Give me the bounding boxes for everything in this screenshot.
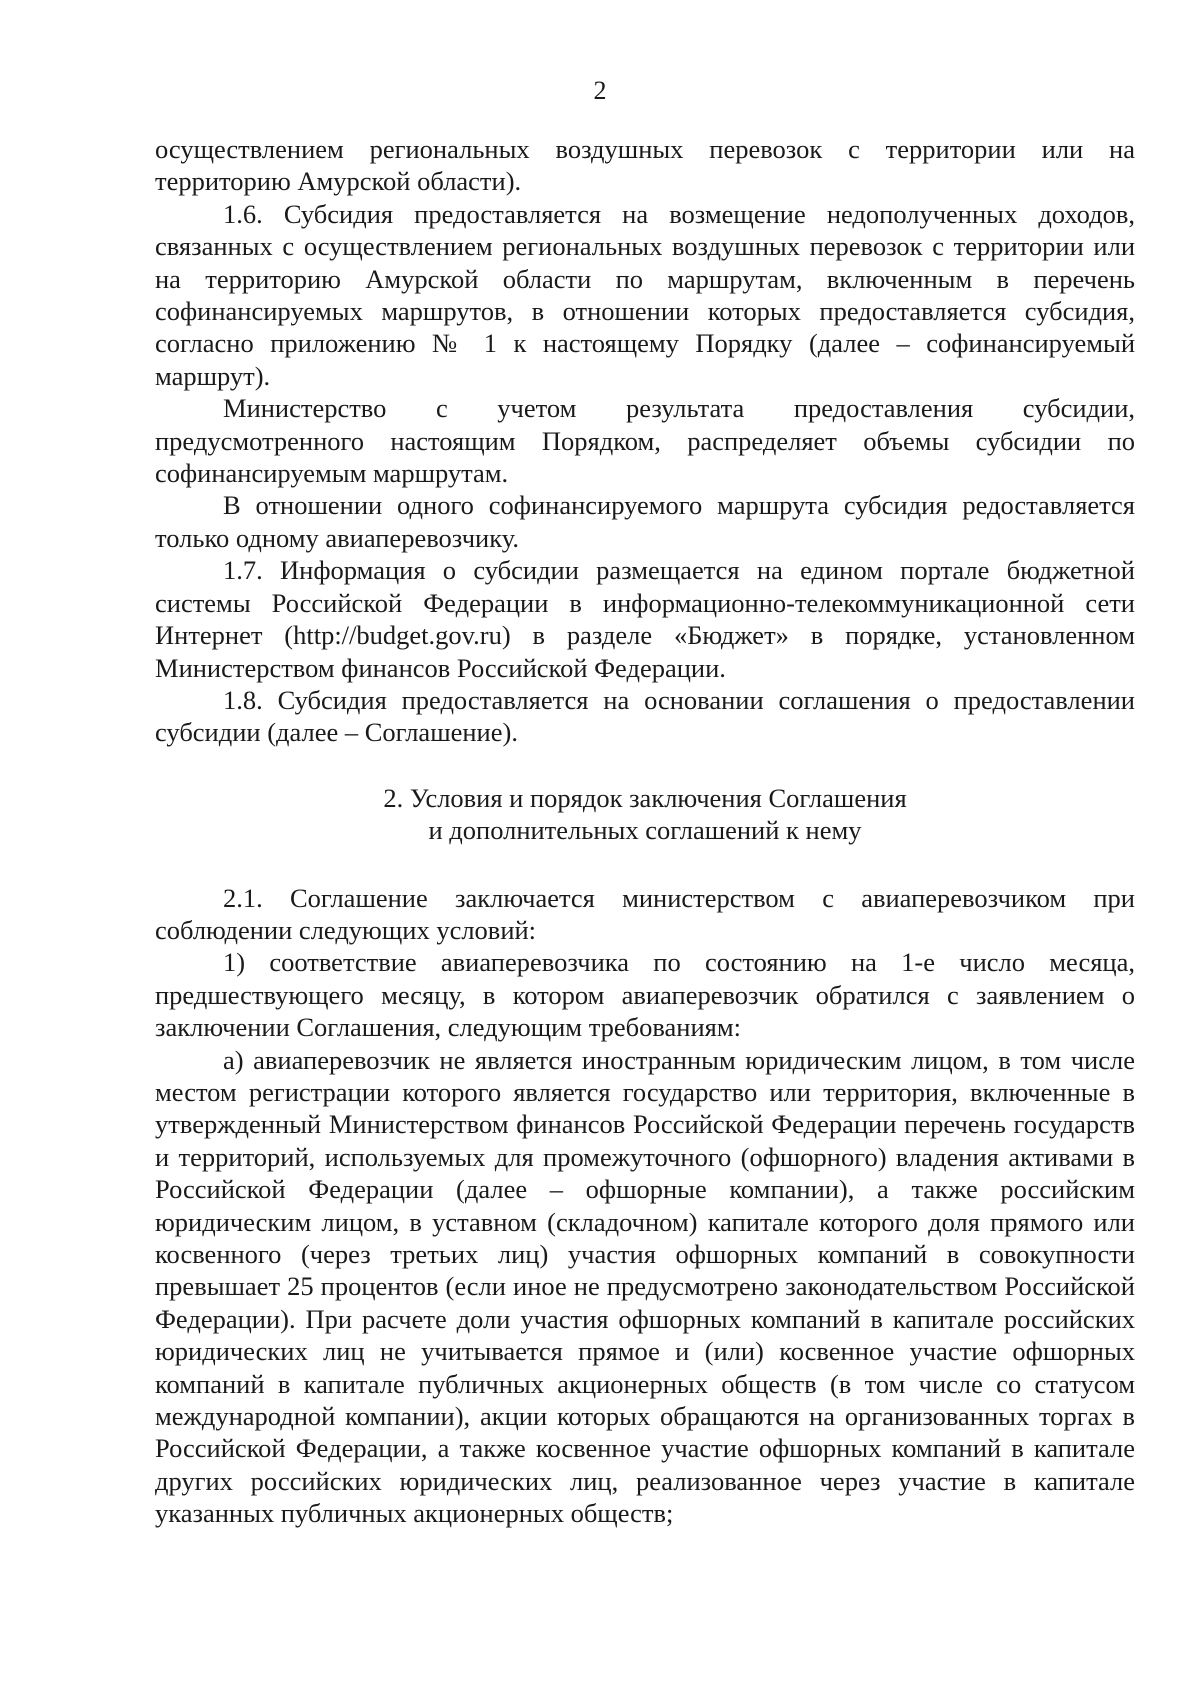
page-number: 2 (593, 76, 607, 105)
paragraph-condition-1: 1) соответствие авиаперевозчика по состоянию на 1-е число месяца, предшествующего месяцу, в котором авиаперевозчик обратился с заявлением о заключении Соглашения, следующим требованиям: (155, 947, 1135, 1043)
spacer (155, 847, 1135, 882)
paragraph-1-8: 1.8. Субсидия предоставляется на основании соглашения о предоставлении субсидии (далее – Соглашение). (155, 684, 1135, 748)
paragraph-continuation: осуществлением региональных воздушных перевозок с территории или на территорию Амурской области). (155, 134, 1135, 197)
paragraph-ministry-distribution: Министерство с учетом результата предоставления субсидии, предусмотренного настоящим Порядком, распределяет объемы субсидии по софинансируемым маршрутам. (155, 393, 1135, 489)
paragraph-condition-a: а) авиаперевозчик не является иностранным юридическим лицом, в том числе местом регистрации которого является государство или территория, включенные в утвержденный Министерством финансов Российской Федерации перечень государств и территорий, используемых для промежуточного (офшорного) владения активами в Российской Федерации (далее – офшорные компании), а также российским юридическим лицом, в уставном (складочном) капитале которого доля прямого или косвенного (через третьих лиц) участия офшорных компаний в совокупности превышает 25 процентов (если иное не предусмотрено законодательством Российской Федерации). При расчете доли участия офшорных компаний в капитале российских юридических лиц не учитывается прямое и (или) косвенное участие офшорных компаний в капитале публичных акционерных обществ (в том числе со статусом международной компании), акции которых обращаются на организованных торгах в Российской Федерации, а также косвенное участие офшорных компаний в капитале других российских юридических лиц, реализованное через участие в капитале указанных публичных акционерных обществ; (155, 1044, 1135, 1529)
section-heading-line-2: и дополнительных соглашений к нему (428, 815, 862, 846)
paragraph-1-7: 1.7. Информация о субсидии размещается на едином портале бюджетной системы Российской Федерации в информационно-телекоммуникационной сети Интернет (http://budget.gov.ru) в разделе «Бюджет» в порядке, установленном Министерством финансов Российской Федерации. (155, 555, 1135, 683)
paragraph-single-carrier: В отношении одного софинансируемого маршрута субсидия редоставляется только одному авиаперевозчику. (155, 490, 1135, 553)
spacer (155, 749, 1135, 782)
section-heading (155, 782, 1135, 847)
paragraph-1-6: 1.6. Субсидия предоставляется на возмещение недополученных доходов, связанных с осуществлением региональных воздушных перевозок с территории или на территорию Амурской области по маршрутам, включенным в перечень софинансируемых маршрутов, в отношении которых предоставляется субсидия, согласно приложению № 1 к настоящему Порядку (далее – софинансируемый маршрут). (155, 198, 1135, 391)
document-body (155, 133, 1135, 1530)
paragraph-2-1: 2.1. Соглашение заключается министерством с авиаперевозчиком при соблюдении следующих условий: (155, 882, 1135, 945)
section-heading-line-1: 2. Условия и порядок заключения Соглашения (383, 782, 907, 813)
